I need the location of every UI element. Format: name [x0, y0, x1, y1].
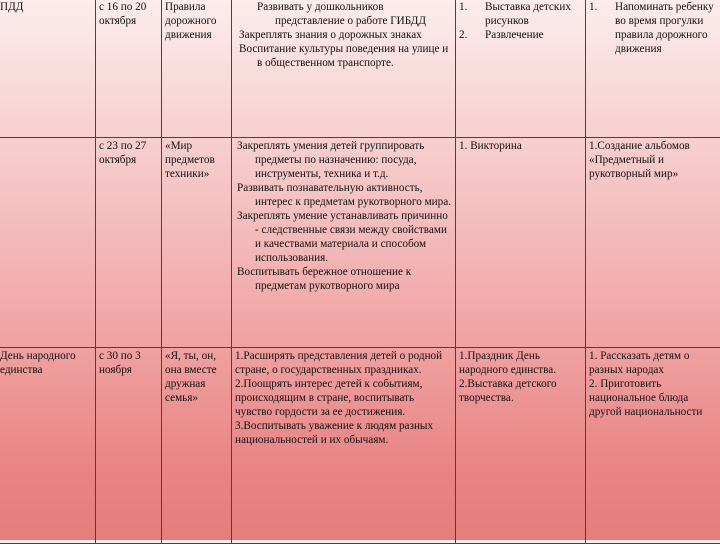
family-cell — [586, 348, 720, 544]
goal-item: Закреплять умения детей группировать предметы по назначению: посуда, инструменты, техника и т.д. — [235, 139, 452, 181]
item-text: Развлечение — [485, 28, 582, 42]
item-number: 1. — [589, 0, 615, 56]
table-row — [0, 348, 720, 544]
events-cell — [456, 0, 586, 138]
events-list — [459, 0, 582, 42]
list-item — [459, 28, 582, 42]
topic-cell — [162, 348, 232, 544]
goal-item: Развивать познавательную активность, интерес к предметам рукотворного мира. — [235, 181, 452, 209]
theme-text: День народного единства — [0, 350, 76, 376]
goal-item: Воспитывать бережное отношение к предметам рукотворного мира — [235, 265, 452, 293]
topic-cell — [162, 138, 232, 348]
goals-cell — [232, 138, 456, 348]
goals-text: 1.Расширять представления детей о родной стране, о государственных праздниках. 2.Поощрять интерес детей к событиям, происходящим в стране, воспитывать чувство гордости за ее достижения. 3.Воспитывать уважение к людям разных национальностей и их обычаям. — [235, 350, 442, 446]
list-item — [589, 0, 720, 56]
topic-cell — [162, 0, 232, 138]
dates-cell — [96, 348, 162, 544]
dates-cell — [96, 0, 162, 138]
family-list — [589, 0, 720, 56]
theme-cell — [0, 348, 96, 544]
goals-list — [235, 0, 452, 70]
dates-cell — [96, 138, 162, 348]
table-row — [0, 138, 720, 348]
topic-text: «Мир предметов техники» — [165, 140, 215, 180]
item-text: Выставка детских рисунков — [485, 0, 582, 28]
theme-text: ПДД — [0, 1, 23, 13]
theme-cell — [0, 0, 96, 138]
family-line: 2. Приготовить национальное блюда другой национальности — [589, 377, 720, 419]
topic-text: Правила дорожного движения — [165, 1, 216, 41]
list-item — [459, 0, 582, 28]
family-text: 1.Создание альбомов «Предметный и рукотворный мир» — [589, 140, 690, 180]
event-line: 1.Праздник День народного единства. — [459, 349, 582, 377]
goal-item: Закреплять знания о дорожных знаках — [235, 28, 452, 42]
goal-item: Развивать у дошкольников представление о работе ГИБДД — [235, 0, 452, 28]
dates-text: с 16 по 20 октября — [99, 1, 146, 27]
family-line: 1. Рассказать детям о разных народах — [589, 349, 720, 377]
events-cell — [456, 348, 586, 544]
item-number: 2. — [459, 28, 485, 42]
goal-item: Воспитание культуры поведения на улице и в общественном транспорте. — [235, 42, 452, 70]
item-number: 1. — [459, 0, 485, 28]
family-cell — [586, 138, 720, 348]
event-line: 2.Выставка детского творчества. — [459, 377, 582, 405]
item-text: Напоминать ребенку во время прогулки правила дорожного движения — [615, 0, 720, 56]
family-cell — [586, 0, 720, 138]
goals-cell — [232, 0, 456, 138]
goals-cell — [232, 348, 456, 544]
events-cell — [456, 138, 586, 348]
table-row — [0, 0, 720, 138]
topic-text: «Я, ты, он, она вместе дружная семья» — [165, 350, 217, 404]
events-text: 1. Викторина — [459, 140, 522, 152]
goals-list — [235, 139, 452, 293]
dates-text: с 30 по 3 ноября — [99, 350, 141, 376]
dates-text: с 23 по 27 октября — [99, 140, 146, 166]
goal-item: Закреплять умение устанавливать причинно - следственные связи между свойствами и качествами материала и способом использования. — [235, 209, 452, 265]
theme-cell — [0, 138, 96, 348]
